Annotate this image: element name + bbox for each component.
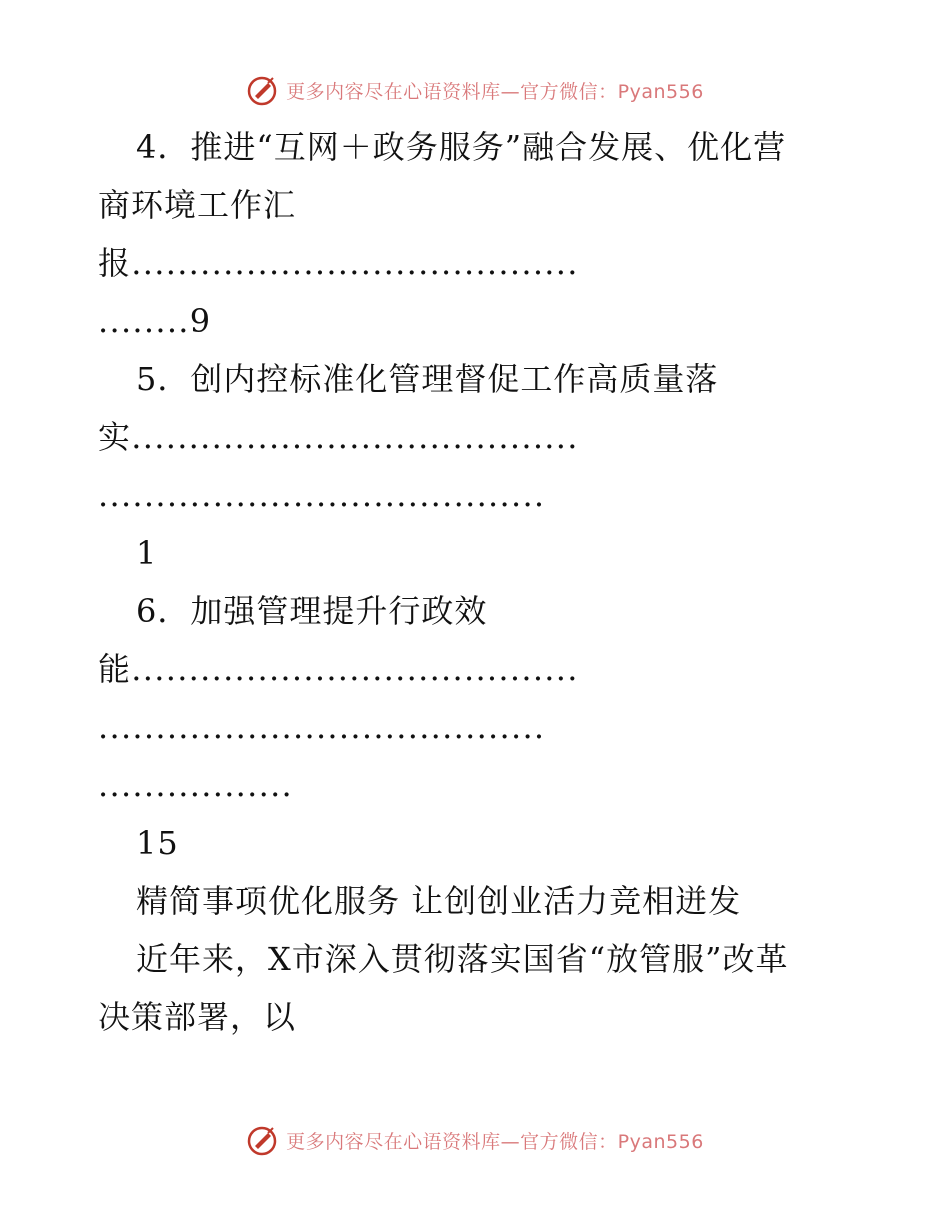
pen-logo-icon [246,74,278,106]
toc-item-6-leader-cont: ....................................... [98,708,546,746]
toc-item-5-leader: 实....................................... [98,418,579,456]
toc-item-4-title: 4．推进“互网＋政务服务”融合发展、优化营 [136,128,787,166]
section-heading: 精简事项优化服务 让创创业活力竞相迸发 [136,882,742,920]
toc-item-5-leader-cont: ....................................... [98,476,546,514]
watermark-footer [0,1120,950,1160]
toc-item-6-page: 15 [136,824,179,862]
toc-item-6-title: 6．加强管理提升行政效 [136,592,488,630]
body-paragraph-cont: 决策部署，以 [98,998,297,1036]
document-body [98,118,843,1046]
toc-item-4-leader: 报....................................... [98,244,579,282]
toc-item-6-leader-end: ................. [98,766,294,804]
toc-item-5-page: 1 [136,534,158,572]
pen-logo-icon [246,1124,278,1156]
toc-item-6-leader: 能....................................... [98,650,579,688]
toc-item-5-title: 5．创内控标准化管理督促工作高质量落 [136,360,719,398]
watermark-text: 更多内容尽在心语资料库—官方微信：Pyan556 [286,80,704,103]
body-paragraph: 近年来，X市深入贯彻落实国省“放管服”改革 [136,940,789,978]
toc-item-4-page: ........9 [98,302,212,340]
watermark-text: 更多内容尽在心语资料库—官方微信：Pyan556 [286,1130,704,1153]
watermark-header [0,70,950,110]
toc-item-4-title-cont: 商环境工作汇 [98,186,297,224]
